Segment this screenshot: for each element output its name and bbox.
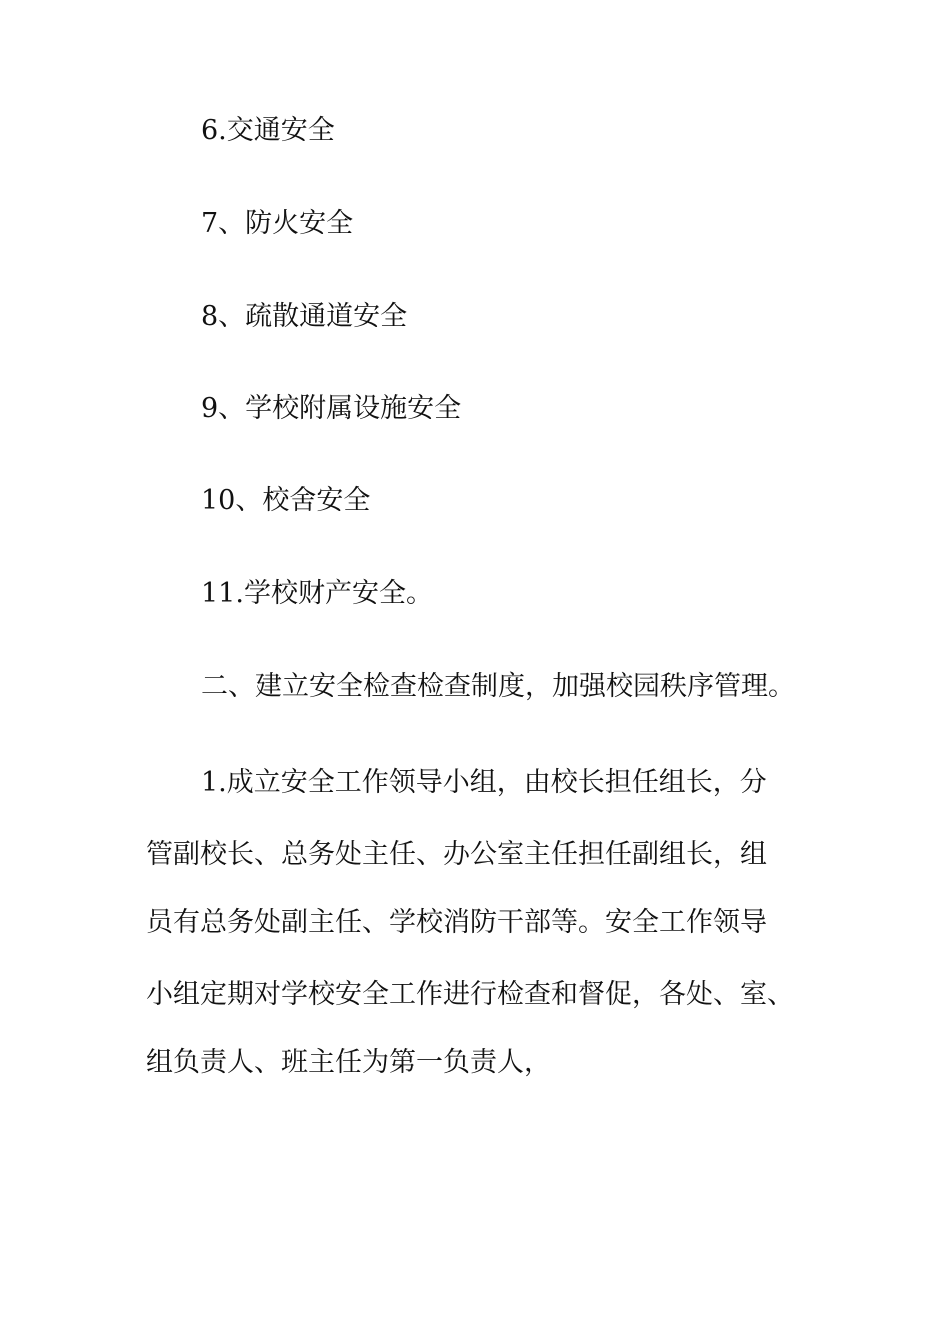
paragraph-line: 组负责人、班主任为第一负责人， [146, 1047, 551, 1078]
paragraph-line: 小组定期对学校安全工作进行检查和督促，各处、室、 [146, 979, 794, 1010]
list-item-traffic-safety: 6.交通安全 [201, 115, 335, 146]
list-item-building-safety: 10、校舍安全 [201, 485, 371, 516]
list-item-property-safety: 11.学校财产安全。 [201, 578, 433, 609]
list-item-facility-safety: 9、学校附属设施安全 [201, 393, 462, 424]
list-item-evacuation-safety: 8、疏散通道安全 [201, 301, 408, 332]
paragraph-line: 管副校长、总务处主任、办公室主任担任副组长，组 [146, 839, 767, 870]
paragraph-line: 1.成立安全工作领导小组，由校长担任组长，分 [201, 767, 767, 798]
section-heading: 二、建立安全检查检查制度，加强校园秩序管理。 [201, 671, 795, 702]
paragraph-line: 员有总务处副主任、学校消防干部等。安全工作领导 [146, 907, 767, 938]
list-item-fire-safety: 7、防火安全 [201, 208, 354, 239]
